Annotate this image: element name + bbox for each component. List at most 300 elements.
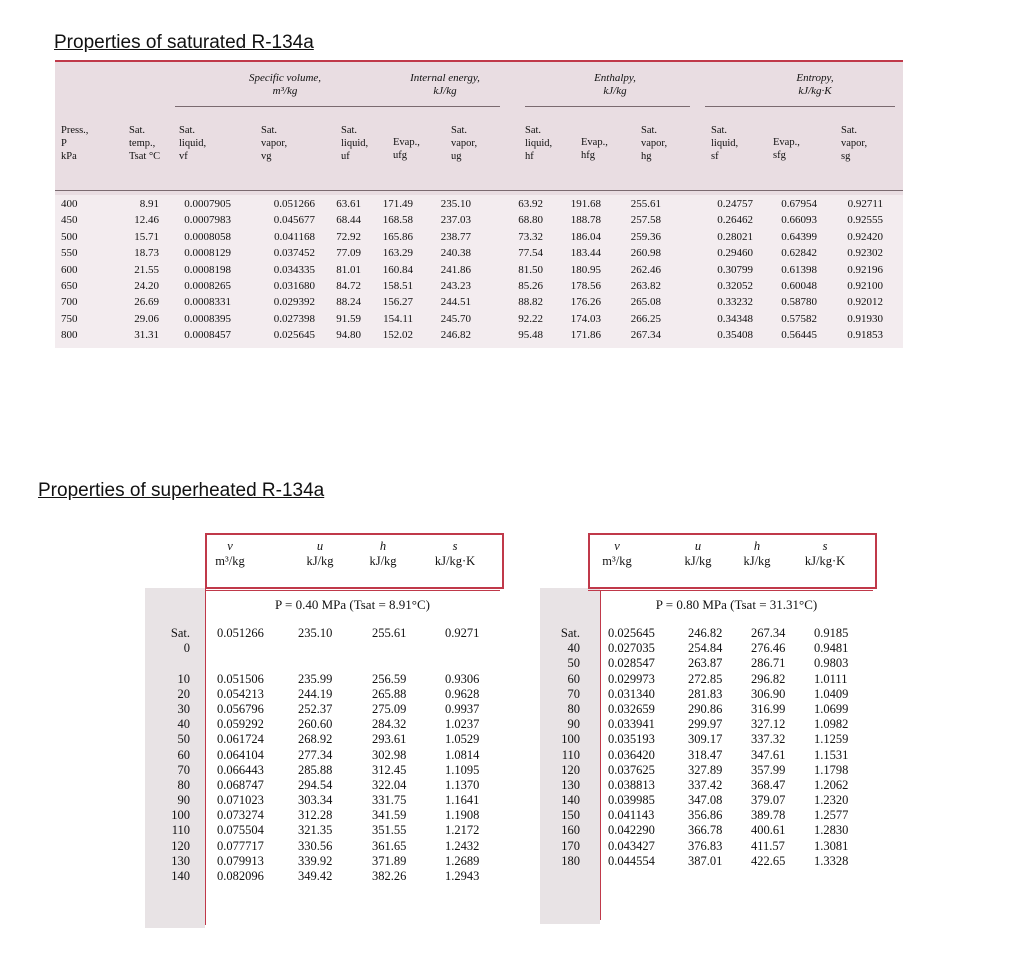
table-cell: 0.044554 — [608, 853, 655, 868]
table-cell: 20 — [177, 686, 190, 701]
table-cell: 77.09 — [336, 247, 361, 260]
table-cell: 80 — [177, 777, 190, 792]
group-entropy — [715, 72, 915, 98]
table-cell: 275.09 — [372, 701, 407, 716]
table-cell: 0.9306 — [445, 671, 480, 686]
table-cell: 1.1259 — [814, 732, 849, 747]
table-cell: 246.82 — [440, 329, 471, 342]
table-cell — [372, 656, 406, 671]
table-cell: 0.033941 — [608, 717, 655, 732]
table-cell: 0.61398 — [781, 263, 817, 276]
table-cell: 0.028547 — [608, 656, 655, 671]
table-cell: 95.48 — [518, 329, 543, 342]
table-cell: 0.92555 — [847, 214, 883, 227]
table-cell: 237.03 — [440, 214, 471, 227]
table-cell: 0.073274 — [217, 808, 264, 823]
table-cell: 174.03 — [570, 312, 601, 325]
table-cell: 281.83 — [688, 686, 723, 701]
group-unit: m³/kg — [272, 85, 298, 97]
table-cell: 152.02 — [382, 329, 413, 342]
v-symbol: v — [227, 539, 233, 553]
table-cell: 331.75 — [372, 793, 407, 808]
table-cell: 0.075504 — [217, 823, 264, 838]
col-head: Evap., hfg — [581, 137, 608, 161]
table-cell: 0.041143 — [608, 808, 655, 823]
table-cell: 1.2689 — [445, 853, 480, 868]
table-cell: 0.039985 — [608, 793, 655, 808]
table-cell: 267.34 — [630, 329, 661, 342]
s-col — [445, 626, 479, 884]
table-cell: 0.0008395 — [184, 312, 231, 325]
table-cell: 81.01 — [336, 263, 361, 276]
table-cell: 0.0008198 — [184, 263, 231, 276]
table-cell: 337.42 — [688, 777, 723, 792]
col-head: Sat. liquid, sf — [711, 125, 739, 162]
table-cell: 0.034335 — [273, 263, 315, 276]
table-cell: 1.2320 — [814, 793, 849, 808]
table-cell: 88.24 — [336, 296, 361, 309]
table-cell: 168.58 — [382, 214, 413, 227]
table-cell: 339.92 — [298, 853, 333, 868]
table-cell: 170 — [561, 838, 580, 853]
table-cell — [217, 641, 264, 656]
table-cell: 321.35 — [298, 823, 333, 838]
table-cell: 0.60048 — [781, 280, 817, 293]
table-cell: 700 — [61, 296, 78, 309]
table-cell: 68.44 — [336, 214, 361, 227]
table-cell: 356.86 — [688, 808, 723, 823]
table-cell: 347.08 — [688, 793, 723, 808]
table-cell: 12.46 — [134, 214, 159, 227]
temp-col — [540, 626, 580, 869]
sat-col-6 — [425, 196, 471, 344]
table-cell: 0.064104 — [217, 747, 264, 762]
table-cell: 277.34 — [298, 747, 333, 762]
table-cell: 70 — [567, 686, 580, 701]
table-cell: 180 — [561, 853, 580, 868]
table-cell: 260.60 — [298, 717, 333, 732]
table-cell: 140 — [561, 793, 580, 808]
table-cell: 263.82 — [630, 280, 661, 293]
table-cell: 81.50 — [518, 263, 543, 276]
table-cell: 0.9937 — [445, 701, 480, 716]
u-unit: kJ/kg — [684, 554, 712, 568]
table-cell: 1.0409 — [814, 686, 849, 701]
table-cell: 1.2062 — [814, 777, 849, 792]
table-cell: 0.0007905 — [184, 198, 231, 210]
table-cell: 40 — [567, 641, 580, 656]
table-cell: 0.62842 — [781, 247, 817, 260]
table-cell: 0.56445 — [781, 329, 817, 342]
table-cell: 0.57582 — [781, 312, 817, 325]
table-cell: 180.95 — [570, 263, 601, 276]
table-cell: 1.0814 — [445, 747, 480, 762]
table-cell: 176.26 — [570, 296, 601, 309]
table-cell: 29.06 — [134, 312, 159, 325]
table-cell — [217, 656, 264, 671]
table-cell: 70 — [177, 762, 190, 777]
sat-col-10 — [697, 196, 753, 344]
table-cell: 235.10 — [440, 198, 471, 210]
table-cell: 0.036420 — [608, 747, 655, 762]
table-cell: 650 — [61, 280, 78, 293]
col-head: Sat. vapor, vg — [261, 125, 288, 162]
table-cell: 257.58 — [630, 214, 661, 227]
table-cell: 0.91853 — [847, 329, 883, 342]
group-unit: kJ/kg — [603, 85, 627, 97]
table-cell: 0.33232 — [717, 296, 753, 309]
table-cell: 259.36 — [630, 230, 661, 243]
table-cell: 191.68 — [570, 198, 601, 210]
table-cell: 411.57 — [751, 838, 785, 853]
col-head: Sat. liquid, vf — [179, 125, 207, 162]
table-cell: 327.89 — [688, 762, 723, 777]
table-cell: 316.99 — [751, 701, 786, 716]
table-cell: 88.82 — [518, 296, 543, 309]
header-rule — [205, 590, 500, 591]
table-cell: 0.67954 — [781, 198, 817, 210]
v-header — [592, 539, 642, 569]
table-cell: 0.0008129 — [184, 247, 231, 260]
table-cell: 84.72 — [336, 280, 361, 293]
table-cell — [445, 656, 479, 671]
table-cell: 0.9185 — [814, 626, 849, 640]
table-cell: 8.91 — [139, 198, 159, 210]
table-cell: 0.29460 — [717, 247, 753, 260]
table-cell: 73.32 — [518, 230, 543, 243]
table-cell: 500 — [61, 230, 78, 243]
table-cell: 750 — [61, 312, 78, 325]
top-rule — [55, 60, 903, 62]
table-cell: 171.86 — [570, 329, 601, 342]
table-cell: 349.42 — [298, 869, 333, 883]
table-cell: 400.61 — [751, 823, 786, 838]
table-cell: 0.9271 — [445, 626, 480, 640]
table-cell: 290.86 — [688, 701, 723, 716]
table-cell: 357.99 — [751, 762, 786, 777]
col-head: Sat. vapor, ug — [451, 125, 478, 162]
pressure-label-1: P = 0.40 MPa (Tsat = 8.91°C) — [275, 597, 430, 612]
table-cell: 0.24757 — [717, 198, 753, 210]
table-cell: 262.46 — [630, 263, 661, 276]
table-cell: 0.051266 — [217, 626, 264, 640]
group-enthalpy — [515, 72, 715, 98]
table-cell: 1.2830 — [814, 823, 849, 838]
table-cell: 0.051266 — [273, 198, 315, 210]
table-cell: 1.2577 — [814, 808, 849, 823]
table-cell: 293.61 — [372, 732, 407, 747]
table-cell: 140 — [171, 869, 190, 883]
table-cell: 50 — [177, 732, 190, 747]
table-cell: 299.97 — [688, 717, 723, 732]
table-cell: 296.82 — [751, 671, 786, 686]
group-label: Specific volume, — [248, 72, 322, 84]
table-cell: 165.86 — [382, 230, 413, 243]
table-cell: 341.59 — [372, 808, 407, 823]
h-col — [372, 626, 406, 884]
table-cell: 255.61 — [372, 626, 407, 640]
table-cell: 160 — [561, 823, 580, 838]
group-label: Enthalpy, — [594, 72, 636, 84]
group-unit: kJ/kg·K — [798, 85, 832, 97]
superheated-title: Properties of superheated R-134a — [38, 480, 325, 501]
table-cell: 366.78 — [688, 823, 723, 838]
table-cell: 256.59 — [372, 671, 407, 686]
table-cell: 68.80 — [518, 214, 543, 227]
table-cell: 0.027035 — [608, 641, 655, 656]
table-cell: 255.61 — [630, 198, 661, 210]
table-cell: 244.19 — [298, 686, 333, 701]
temp-col — [150, 626, 190, 884]
sat-col-9 — [615, 196, 661, 344]
table-cell: 337.32 — [751, 732, 786, 747]
table-cell: 50 — [567, 656, 580, 671]
table-cell: 306.90 — [751, 686, 786, 701]
table-cell: 1.1095 — [445, 762, 480, 777]
table-cell: 0.037452 — [273, 247, 315, 260]
table-cell: 1.3328 — [814, 853, 849, 868]
u-col — [298, 626, 332, 884]
table-cell: 272.85 — [688, 671, 723, 686]
table-cell: 1.0699 — [814, 701, 849, 716]
table-cell: 0.92711 — [847, 198, 883, 210]
temp-divider — [205, 585, 206, 925]
table-cell: 0.068747 — [217, 777, 264, 792]
table-cell: 0.9481 — [814, 641, 849, 656]
v-unit: m³/kg — [215, 554, 245, 568]
table-cell: 178.56 — [570, 280, 601, 293]
h-symbol: h — [379, 539, 387, 553]
v-symbol: v — [614, 539, 620, 553]
table-cell: 265.08 — [630, 296, 661, 309]
table-cell: 286.71 — [751, 656, 786, 671]
table-cell: 31.31 — [134, 329, 159, 342]
table-cell: 351.55 — [372, 823, 407, 838]
table-cell: 1.1908 — [445, 808, 480, 823]
table-cell: 422.65 — [751, 853, 786, 868]
table-cell: 1.2172 — [445, 823, 480, 838]
u-symbol: u — [694, 539, 702, 553]
table-cell: 1.1531 — [814, 747, 849, 762]
table-cell: 26.69 — [134, 296, 159, 309]
table-cell: 0.0007983 — [184, 214, 231, 227]
head-rule — [55, 190, 903, 191]
table-cell: 260.98 — [630, 247, 661, 260]
col-head: Sat. liquid, hf — [525, 125, 553, 162]
group-unit: kJ/kg — [433, 85, 457, 97]
h-symbol: h — [753, 539, 761, 553]
table-cell: 0.029392 — [273, 296, 315, 309]
table-cell: 361.65 — [372, 838, 407, 853]
table-cell: 30 — [177, 701, 190, 716]
table-cell: 1.1641 — [445, 793, 480, 808]
table-cell: 100 — [561, 732, 580, 747]
h-header — [727, 539, 787, 569]
sat-col-7 — [509, 196, 543, 344]
table-cell: 0 — [183, 641, 190, 656]
table-cell: 0.045677 — [273, 214, 315, 227]
table-cell: 0.28021 — [717, 230, 753, 243]
h-unit: kJ/kg — [743, 554, 771, 568]
table-cell: 1.0237 — [445, 717, 480, 732]
table-cell: 72.92 — [336, 230, 361, 243]
v-header — [210, 539, 250, 569]
table-cell: 322.04 — [372, 777, 407, 792]
table-cell: 0.041168 — [274, 230, 315, 243]
table-cell: 171.49 — [382, 198, 413, 210]
table-cell: 312.45 — [372, 762, 407, 777]
table-cell: 1.1370 — [445, 777, 480, 792]
table-cell: 0.066443 — [217, 762, 264, 777]
u-symbol: u — [316, 539, 324, 553]
table-cell: 368.47 — [751, 777, 786, 792]
table-cell: 0.92420 — [847, 230, 883, 243]
u-header — [668, 539, 728, 569]
table-cell: 91.59 — [336, 312, 361, 325]
table-cell: 0.26462 — [717, 214, 753, 227]
table-cell: 0.043427 — [608, 838, 655, 853]
table-cell: 241.86 — [440, 263, 471, 276]
table-cell: 0.035193 — [608, 732, 655, 747]
table-cell: 267.34 — [751, 626, 786, 640]
sat-col-5 — [373, 196, 413, 344]
table-cell: 382.26 — [372, 869, 407, 883]
table-cell: 24.20 — [134, 280, 159, 293]
table-cell: 387.01 — [688, 853, 723, 868]
table-cell: 0.054213 — [217, 686, 264, 701]
table-cell: 0.92302 — [847, 247, 883, 260]
table-cell: 0.051506 — [217, 671, 264, 686]
table-cell: 188.78 — [570, 214, 601, 227]
table-cell: 284.32 — [372, 717, 407, 732]
table-cell: 1.0111 — [814, 671, 848, 686]
table-cell: 265.88 — [372, 686, 407, 701]
table-cell: 0.35408 — [717, 329, 753, 342]
table-cell: 0.032659 — [608, 701, 655, 716]
table-cell: 120 — [171, 838, 190, 853]
table-cell: 0.34348 — [717, 312, 753, 325]
table-cell: Sat. — [560, 626, 580, 640]
table-cell: 0.66093 — [781, 214, 817, 227]
table-cell: 238.77 — [440, 230, 471, 243]
table-cell: 40 — [177, 717, 190, 732]
table-cell: 90 — [567, 717, 580, 732]
table-cell: 0.025645 — [608, 626, 655, 640]
col-head: Sat. temp., Tsat °C — [129, 125, 161, 162]
table-cell: 0.071023 — [217, 793, 264, 808]
col-head: Evap., sfg — [773, 137, 800, 161]
table-cell — [372, 641, 406, 656]
table-cell: 327.12 — [751, 717, 786, 732]
table-cell: 0.042290 — [608, 823, 655, 838]
table-cell: 0.64399 — [781, 230, 817, 243]
v-col — [608, 626, 655, 869]
table-cell: 246.82 — [688, 626, 723, 640]
table-cell: 150 — [561, 808, 580, 823]
table-cell: 1.0529 — [445, 732, 480, 747]
table-cell: 263.87 — [688, 656, 723, 671]
table-cell: 0.0008058 — [184, 230, 231, 243]
table-cell: 0.9628 — [445, 686, 480, 701]
table-cell: 268.92 — [298, 732, 333, 747]
u-col — [688, 626, 722, 869]
sat-col-0 — [61, 196, 87, 344]
table-cell: 100 — [171, 808, 190, 823]
table-cell: 0.082096 — [217, 869, 264, 883]
table-cell: 120 — [561, 762, 580, 777]
table-cell: 376.83 — [688, 838, 723, 853]
table-cell: 60 — [177, 747, 190, 762]
table-cell: 63.61 — [336, 198, 361, 210]
table-cell: 0.059292 — [217, 717, 264, 732]
group-label: Internal energy, — [410, 72, 480, 84]
group-rule — [705, 106, 895, 107]
table-cell: 245.70 — [440, 312, 471, 325]
table-cell: 18.73 — [134, 247, 159, 260]
table-cell: 110 — [561, 747, 580, 762]
table-cell: 183.44 — [570, 247, 601, 260]
table-cell — [150, 656, 190, 671]
col-head: Sat. vapor, hg — [641, 125, 668, 162]
table-cell: 0.0008331 — [184, 296, 231, 309]
table-cell: 0.038813 — [608, 777, 655, 792]
table-cell: 63.92 — [518, 198, 543, 210]
table-cell: 77.54 — [518, 247, 543, 260]
s-unit: kJ/kg·K — [804, 554, 846, 568]
table-cell: 0.031680 — [273, 280, 315, 293]
table-cell: 130 — [561, 777, 580, 792]
table-cell: Sat. — [170, 626, 190, 640]
s-header — [415, 539, 495, 569]
table-cell: 0.031340 — [608, 686, 655, 701]
table-cell: 244.51 — [440, 296, 471, 309]
table-cell: 1.2432 — [445, 838, 480, 853]
table-cell: 302.98 — [372, 747, 407, 762]
table-cell: 163.29 — [382, 247, 413, 260]
table-cell: 600 — [61, 263, 78, 276]
u-unit: kJ/kg — [306, 554, 334, 568]
h-col — [751, 626, 785, 869]
group-rule — [340, 106, 500, 107]
sat-col-11 — [761, 196, 817, 344]
table-cell: 158.51 — [382, 280, 413, 293]
u-header — [290, 539, 350, 569]
h-header — [353, 539, 413, 569]
table-cell: 0.056796 — [217, 701, 264, 716]
sat-col-4 — [325, 196, 361, 344]
group-rule — [525, 106, 690, 107]
table-cell: 0.30799 — [717, 263, 753, 276]
col-head: Evap., ufg — [393, 137, 420, 161]
table-cell: 450 — [61, 214, 78, 227]
table-cell: 1.3081 — [814, 838, 849, 853]
saturated-title: Properties of saturated R-134a — [54, 32, 314, 53]
table-cell: 154.11 — [383, 312, 413, 325]
table-cell: 60 — [567, 671, 580, 686]
table-cell: 0.061724 — [217, 732, 264, 747]
table-cell: 400 — [61, 198, 78, 210]
v-col — [217, 626, 264, 884]
s-symbol: s — [822, 539, 828, 553]
s-unit: kJ/kg·K — [434, 554, 476, 568]
table-cell: 318.47 — [688, 747, 723, 762]
table-cell: 347.61 — [751, 747, 786, 762]
sat-col-12 — [825, 196, 883, 344]
table-cell: 252.37 — [298, 701, 333, 716]
table-cell: 160.84 — [382, 263, 413, 276]
sat-col-3 — [243, 196, 315, 344]
table-cell: 294.54 — [298, 777, 333, 792]
